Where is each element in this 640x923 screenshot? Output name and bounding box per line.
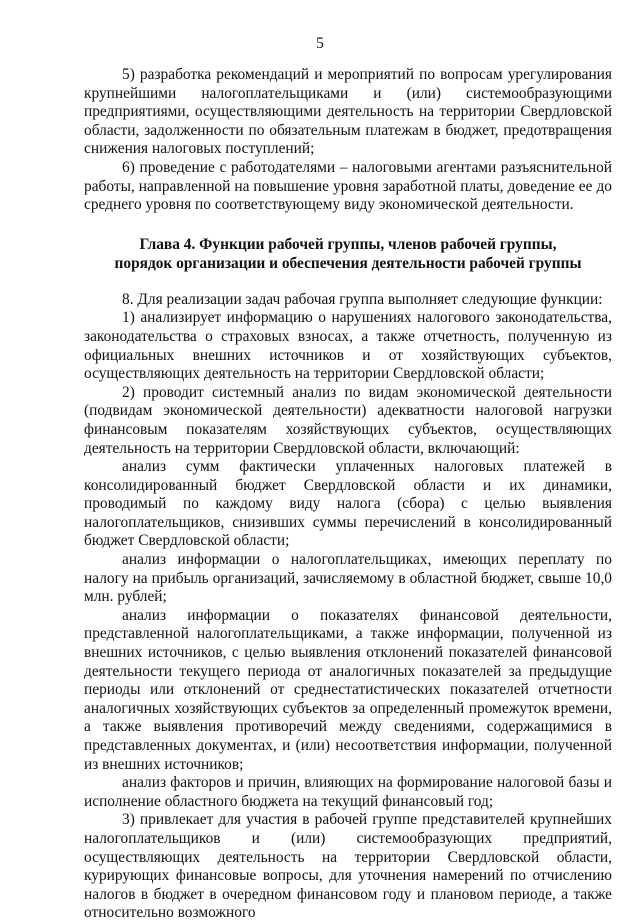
paragraph-item-6: 6) проведение с работодателями – налоговыми агентами разъяснительной работы, направленной на повышение уровня заработной платы, доведение ее до среднего уровня по соответствующему виду экономической деятельности. [84, 158, 612, 214]
chapter-heading [84, 235, 612, 273]
paragraph-analysis-overpayment: анализ информации о налогоплательщиках, имеющих переплату по налогу на прибыль организаций, зачисляемому в областной бюджет, свыше 10,0 млн. рублей; [84, 551, 612, 606]
paragraph-analysis-payments: анализ сумм фактически уплаченных налоговых платежей в консолидированный бюджет Свердловской области и их динамики, проводимый по каждому виду налога (сбора) с целью выявления налогоплательщиков, снизивших суммы перечислений в консолидированный бюджет Свердловской области; [84, 458, 612, 550]
paragraph-item-5: 5) разработка рекомендаций и мероприятий по вопросам урегулирования крупнейшими налогоплательщиками и (или) системообразующими предприятиями, осуществляющими деятельность на территории Свердловской области, задолженности по обязательным платежам в бюджет, предотвращения снижения налоговых поступлений; [84, 66, 612, 158]
page-number: 5 [316, 35, 324, 52]
paragraph-clause-8: 8. Для реализации задач рабочая группа выполняет следующие функции: [122, 290, 603, 308]
paragraph-function-2: 2) проводит системный анализ по видам экономической деятельности (подвидам экономической деятельности) адекватности налоговой нагрузки финансовым показателям хозяйствующих субъектов, осуществляющих деятельность на территории Свердловской области, включающий: [84, 383, 612, 457]
paragraph-analysis-factors: анализ факторов и причин, влияющих на формирование налоговой базы и исполнение областного бюджета на текущий финансовый год; [84, 774, 612, 810]
chapter-heading-line-2: порядок организации и обеспечения деятельности рабочей группы [114, 254, 582, 272]
paragraph-function-1: 1) анализирует информацию о нарушениях налогового законодательства, законодательства о страховых взносах, а также отчетность, полученную из официальных внешних источников и от хозяйствующих субъектов, осуществляющих деятельность на территории Свердловской области; [84, 309, 612, 383]
paragraph-function-3: 3) привлекает для участия в рабочей группе представителей крупнейших налогоплательщиков и (или) системообразующих предприятий, осуществляющих деятельность на территории Свердловской области, курирующих финансовые вопросы, для уточнения намерений по отчислению налогов в бюджет в очередном финансовом году и плановом периоде, а также относительно возможного [84, 811, 612, 922]
chapter-heading-line-1: Глава 4. Функции рабочей группы, членов рабочей группы, [139, 235, 557, 253]
paragraph-analysis-financials: анализ информации о показателях финансовой деятельности, представленной налогоплательщиками, а также информации, полученной из внешних источников, с целью выявления отклонений показателей финансовой деятельности текущего периода от аналогичных показателей за предыдущие периоды или отклонений от среднестатистических показателей отчетности аналогичных хозяйствующих субъектов за определенный промежуток времени, а также выявления противоречий между сведениями, содержащимися в представленных документах, и (или) несоответствия информации, полученной из внешних источников; [84, 606, 612, 773]
document-body [84, 66, 612, 923]
